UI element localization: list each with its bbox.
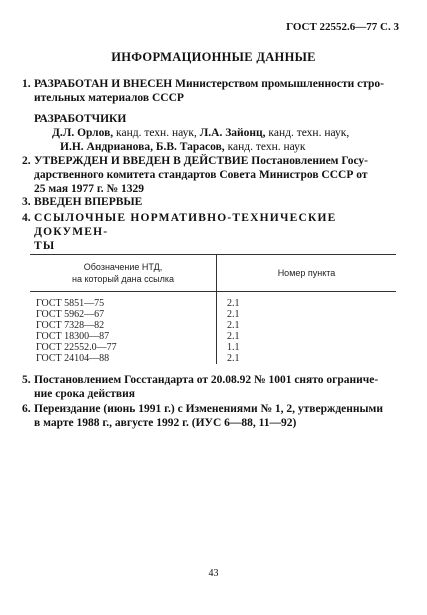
col-header-document-line-2: на который дана ссылка xyxy=(72,274,174,284)
table-cell-document: ГОСТ 22552.0—77 xyxy=(30,342,217,353)
section-5 xyxy=(22,373,402,401)
table-cell-document: ГОСТ 5962—67 xyxy=(30,309,217,320)
section-3-text: ВВЕДЕН ВПЕРВЫЕ xyxy=(34,196,143,208)
references-table xyxy=(30,254,396,364)
table-row xyxy=(30,331,396,342)
table-cell-document: ГОСТ 5851—75 xyxy=(30,292,217,310)
section-1-text-2: ительных материалов СССР xyxy=(34,92,184,104)
table-cell-point: 1.1 xyxy=(227,342,240,353)
author-name: Д.Л. Орлов, xyxy=(52,127,114,139)
table-cell-point: 2.1 xyxy=(227,320,240,331)
table-cell-point: 2.1 xyxy=(227,353,240,364)
section-5-line-2: ние срока действия xyxy=(34,388,135,400)
authors-line-2 xyxy=(52,140,402,154)
col-header-point: Номер пункта xyxy=(217,255,397,292)
section-2-number: 2. xyxy=(22,155,31,167)
section-6 xyxy=(22,402,402,430)
section-6-number: 6. xyxy=(22,403,31,415)
section-4-line-2: ТЫ xyxy=(34,240,56,252)
table-row xyxy=(30,320,396,331)
col-header-document xyxy=(30,255,217,292)
table-row xyxy=(30,342,396,353)
table-header-row xyxy=(30,255,396,292)
table-cell-point: 2.1 xyxy=(227,309,240,320)
author-name: И.Н. Андрианова, xyxy=(60,141,153,153)
document-header: ГОСТ 22552.6—77 С. 3 xyxy=(286,21,399,33)
section-5-number: 5. xyxy=(22,374,31,386)
author-name: Б.В. Тарасов, xyxy=(155,141,225,153)
section-2 xyxy=(22,154,402,196)
section-6-line-2: в марте 1988 г., августе 1992 г. (ИУС 6—88, 11—92) xyxy=(34,417,297,429)
authors-line-1 xyxy=(52,126,402,140)
author-title: канд. техн. наук, xyxy=(265,127,350,139)
table-cell-document: ГОСТ 24104—88 xyxy=(30,353,217,364)
section-4 xyxy=(22,211,402,253)
table-row xyxy=(30,353,396,364)
section-1-text-1: Министерством промышленности стро- xyxy=(172,78,384,90)
section-2-line-1: УТВЕРЖДЕН И ВВЕДЕН В ДЕЙСТВИЕ Постановлением Госу- xyxy=(34,155,368,167)
author-name: Л.А. Зайонц, xyxy=(199,127,266,139)
section-5-line-1: Постановлением Госстандарта от 20.08.92 № 1001 снято ограниче- xyxy=(34,374,379,386)
table-cell-document: ГОСТ 18300—87 xyxy=(30,331,217,342)
table-cell-document: ГОСТ 7328—82 xyxy=(30,320,217,331)
author-title: канд. техн. наук xyxy=(224,141,306,153)
table-cell-point: 2.1 xyxy=(227,331,240,342)
section-2-line-2: дарственного комитета стандартов Совета Министров СССР от xyxy=(34,169,368,181)
section-1-number: 1. xyxy=(22,78,31,90)
author-title: канд. техн. наук, xyxy=(113,127,200,139)
section-3 xyxy=(22,195,402,209)
col-header-document-line-1: Обозначение НТД, xyxy=(83,262,163,272)
table-cell-point: 2.1 xyxy=(227,298,240,309)
section-4-number: 4. xyxy=(22,212,31,224)
authors-block xyxy=(52,126,402,154)
table-row xyxy=(30,292,396,310)
page-number: 43 xyxy=(208,568,219,579)
section-1-line-1 xyxy=(34,77,402,91)
section-1 xyxy=(22,77,402,126)
section-4-line-1: ССЫЛОЧНЫЕ НОРМАТИВНО-ТЕХНИЧЕСКИЕ ДОКУМЕН- xyxy=(34,212,337,238)
page-title: ИНФОРМАЦИОННЫЕ ДАННЫЕ xyxy=(111,50,316,64)
section-1-heading: РАЗРАБОТАН И ВНЕСЕН xyxy=(34,78,173,90)
table-row xyxy=(30,309,396,320)
section-3-number: 3. xyxy=(22,196,31,208)
developers-heading: РАЗРАБОТЧИКИ xyxy=(34,113,127,125)
section-2-line-3: 25 мая 1977 г. № 1329 xyxy=(34,183,144,195)
section-6-line-1: Переиздание (июнь 1991 г.) с Изменениями № 1, 2, утвержденными xyxy=(34,403,383,415)
